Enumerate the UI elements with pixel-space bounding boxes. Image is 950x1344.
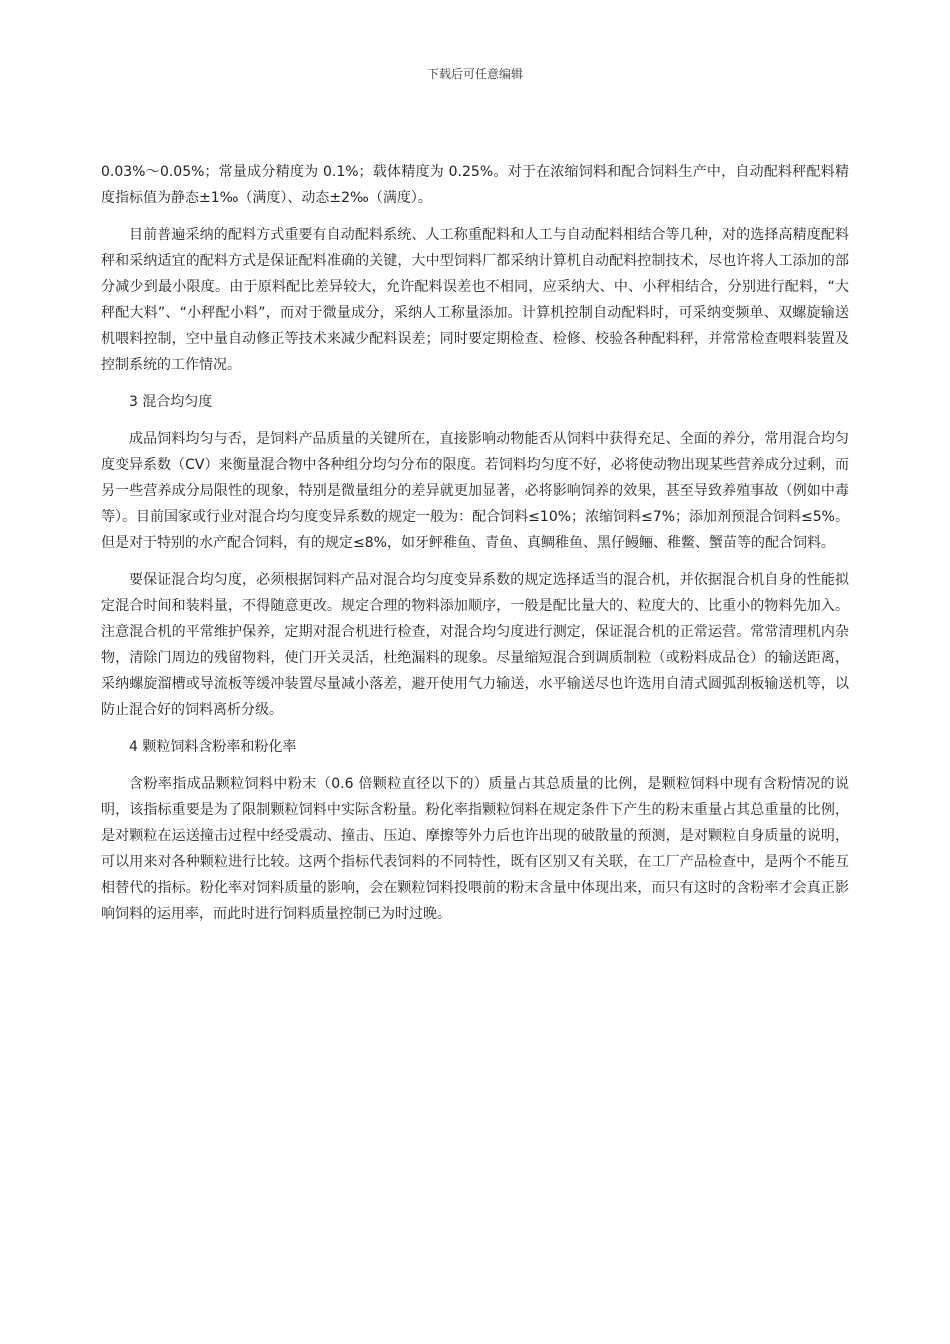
paragraph-batching-methods: 目前普遍采纳的配料方式重要有自动配料系统、人工称重配料和人工与自动配料相结合等几种，对的选择高精度配料秤和采纳适宜的配料方式是保证配料准确的关键，大中型饲料厂都采纳计算机自动配料控制技术，尽也许将人工添加的部分减少到最小限度。由于原料配比差异较大，允许配料误差也不相同，应采纳大、中、小秤相结合，分别进行配料，“大秤配大料”、“小秤配小料”，而对于微量成分，采纳人工称量添加。计算机控制自动配料时，可采纳变频单、双螺旋输送机喂料控制，空中量自动修正等技术来减少配料误差；同时要定期检查、检修、校验各种配料秤，并常常检查喂料装置及控制系统的工作情况。 bbox=[101, 227, 849, 373]
paragraph-uniformity-cv: 成品饲料均匀与否，是饲料产品质量的关键所在，直接影响动物能否从饲料中获得充足、全面的养分，常用混合均匀度变异系数（CV）来衡量混合物中各种组分均匀分布的限度。若饲料均匀度不好，必将使动物出现某些营养成分过剩，而另一些营养成分局限性的现象，特别是微量组分的差异就更加显著，必将影响饲养的效果，甚至导致养殖事故（例如中毒等）。目前国家或行业对混合均匀度变异系数的规定一般为：配合饲料≤10%；浓缩饲料≤7%；添加剂预混合饲料≤5%。但是对于特别的水产配合饲料，有的规定≤8%，如牙鲆稚鱼、青鱼、真鲷稚鱼、黑仔鳗鲡、稚鳖、蟹苗等的配合饲料。 bbox=[101, 431, 849, 551]
paragraph-continued-precision: 0.03%～0.05%；常量成分精度为 0.1%；载体精度为 0.25%。对于在浓缩饲料和配合饲料生产中，自动配料秤配料精度指标值为静态±1‰（满度）、动态±2‰（满度）。 bbox=[101, 164, 849, 206]
paragraph-fines-pulverization: 含粉率指成品颗粒饲料中粉末（0.6 倍颗粒直径以下的）质量占其总质量的比例，是颗粒饲料中现有含粉情况的说明，该指标重要是为了限制颗粒饲料中实际含粉量。粉化率指颗粒饲料在规定条件下产生的粉末重量占其总重量的比例，是对颗粒在运送撞击过程中经受震动、撞击、压迫、摩擦等外力后也许出现的破散量的预测，是对颗粒自身质量的说明，可以用来对各种颗粒进行比较。这两个指标代表饲料的不同特性，既有区别又有关联，在工厂产品检查中，是两个不能互相替代的指标。粉化率对饲料质量的影响，会在颗粒饲料投喂前的粉末含量中体现出来，而只有这时的含粉率才会真正影响饲料的运用率，而此时进行饲料质量控制已为时过晚。 bbox=[101, 776, 849, 922]
section-heading-pellet-fines: 4 颗粒饲料含粉率和粉化率 bbox=[129, 739, 297, 755]
page-header: 下载后可任意编辑 bbox=[426, 67, 523, 81]
document-body bbox=[101, 159, 849, 938]
section-heading-mixing-uniformity: 3 混合均匀度 bbox=[129, 394, 213, 410]
paragraph-ensure-uniformity: 要保证混合均匀度，必须根据饲料产品对混合均匀度变异系数的规定选择适当的混合机，并依据混合机自身的性能拟定混合时间和装料量，不得随意更改。规定合理的物料添加顺序，一般是配比量大的、粒度大的、比重小的物料先加入。注意混合机的平常维护保养，定期对混合机进行检查，对混合均匀度进行测定，保证混合机的正常运营。常常清理机内杂物，清除门周边的残留物料，使门开关灵活，杜绝漏料的现象。尽量缩短混合到调质制粒（或粉料成品仓）的输送距离，采纳螺旋溜槽或导流板等缓冲装置尽量减小落差，避开使用气力输送，水平输送尽也许选用自清式圆弧刮板输送机等，以防止混合好的饲料离析分级。 bbox=[101, 572, 849, 718]
